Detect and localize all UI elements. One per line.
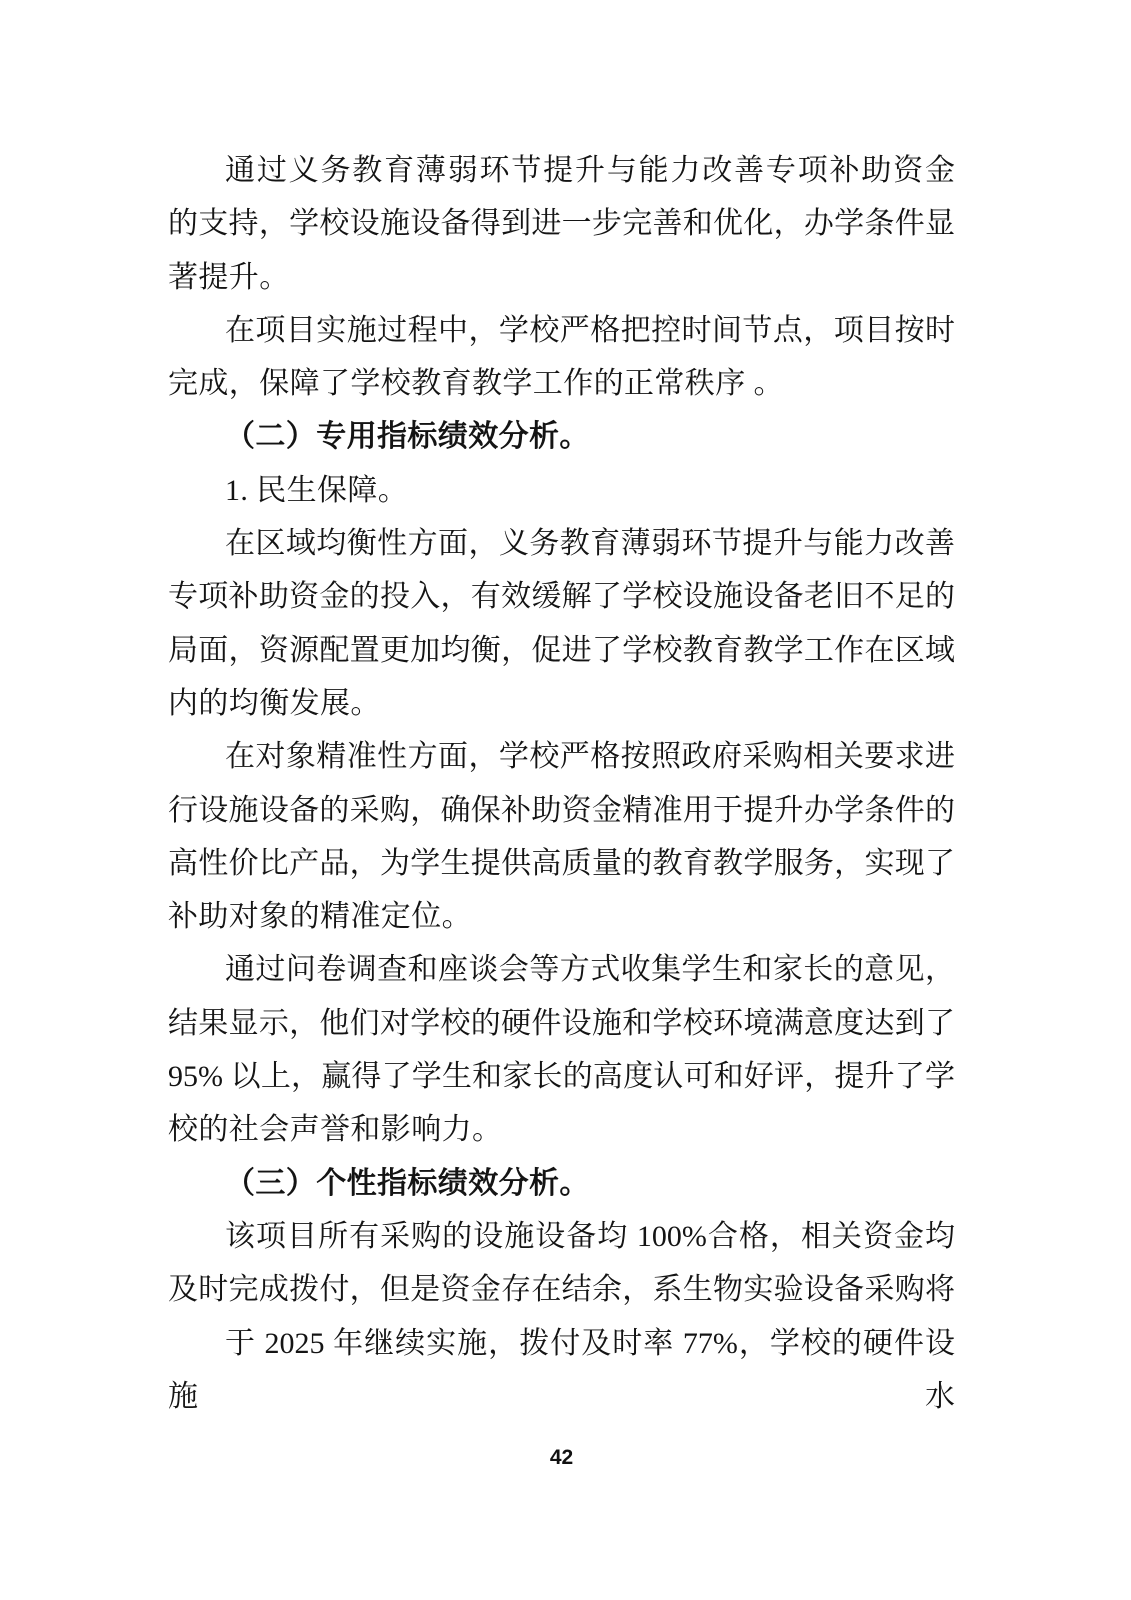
- page-number: 42: [549, 1446, 574, 1469]
- paragraph-line: 补助对象的精准定位。: [168, 900, 472, 934]
- paragraph-line: 在对象精准性方面，学校严格按照政府采购相关要求进: [225, 740, 955, 774]
- paragraph-line: 内的均衡发展。: [168, 686, 381, 720]
- paragraph-line: 结果显示，他们对学校的硬件设施和学校环境满意度达到了: [168, 1006, 955, 1040]
- paragraph-line: 专项补助资金的投入，有效缓解了学校设施设备老旧不足的: [168, 580, 955, 614]
- paragraph-line: 著提升。: [168, 260, 290, 294]
- paragraph-line: 该项目所有采购的设施设备均 100%合格，相关资金均: [225, 1219, 955, 1253]
- paragraph-line: 及时完成拨付，但是资金存在结余，系生物实验设备采购将: [168, 1273, 955, 1307]
- paragraph-line: 的支持，学校设施设备得到进一步完善和优化，办学条件显: [168, 207, 955, 241]
- text-block: [168, 144, 955, 1413]
- paragraph-line: 在区域均衡性方面，义务教育薄弱环节提升与能力改善: [225, 527, 955, 561]
- paragraph-line: 通过问卷调查和座谈会等方式收集学生和家长的意见，: [225, 953, 955, 987]
- section-heading: （三）个性指标绩效分析。: [225, 1166, 590, 1200]
- paragraph-line: 于 2025 年继续实施，拨付及时率 77%，学校的硬件设施水: [168, 1326, 955, 1413]
- paragraph-line: 校的社会声誉和影响力。: [168, 1113, 503, 1147]
- paragraph-line: 通过义务教育薄弱环节提升与能力改善专项补助资金: [225, 154, 955, 187]
- list-item-heading: 1. 民生保障。: [225, 473, 409, 507]
- paragraph-line: 高性价比产品，为学生提供高质量的教育教学服务，实现了: [168, 846, 955, 880]
- paragraph-line: 行设施设备的采购，确保补助资金精准用于提升办学条件的: [168, 793, 955, 827]
- paragraph-line: 局面，资源配置更加均衡，促进了学校教育教学工作在区域: [168, 633, 955, 667]
- paragraph-line: 完成，保障了学校教育教学工作的正常秩序 。: [168, 367, 784, 401]
- paragraph-line: 95% 以上，赢得了学生和家长的高度认可和好评，提升了学: [168, 1060, 955, 1094]
- section-heading: （二）专用指标绩效分析。: [225, 420, 590, 454]
- paragraph-line: 在项目实施过程中，学校严格把控时间节点，项目按时: [225, 313, 955, 347]
